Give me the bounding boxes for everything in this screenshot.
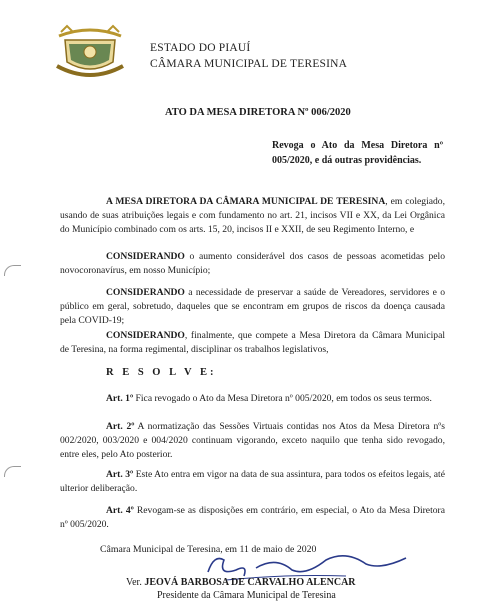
article-number: Art. 3º — [106, 469, 134, 480]
intro-text: , em colegiado, usando de suas atribuições legais e com fundamento no art. 21, incisos VII e XX, da Lei Orgânica do Município combinado com os arts. 15, 20, incisos II e XXII, de seu Regimento Interno, e — [60, 196, 445, 235]
article-1 — [60, 392, 445, 406]
article-number: Art. 1º — [106, 393, 134, 404]
article-number: Art. 2º — [106, 421, 135, 432]
considerando-text: , finalmente, que compete a Mesa Diretora da Câmara Municipal de Teresina, na forma regimental, disciplinar os trabalhos legislativos, — [60, 330, 445, 355]
considerando-text: o aumento considerável dos casos de pessoas acometidas pelo novocoronavírus, em nosso Município; — [60, 251, 445, 276]
article-number: Art. 4º — [106, 505, 134, 516]
coat-of-arms-logo — [55, 22, 125, 80]
signatory-name: JEOVÁ BARBOSA DE CARVALHO ALENCAR — [144, 577, 356, 588]
header-state: ESTADO DO PIAUÍ — [150, 42, 251, 54]
article-text: Este Ato entra em vigor na data de sua assintura, para todos os efeitos legais, até ulterior deliberação. — [60, 469, 445, 494]
intro-paragraph — [60, 195, 445, 237]
considerando-2 — [60, 286, 445, 328]
signatory-line — [126, 577, 356, 588]
article-text: A normatização das Sessões Virtuais contidas nos Atos da Mesa Diretora nºs 002/2020, 003/2020 e 004/2020 continuam vigorando, exceto naquilo que tenha sido revogado, entre eles, pelo Ato posterior. — [60, 421, 445, 460]
intro-bold: A MESA DIRETORA DA CÂMARA MUNICIPAL DE TERESINA — [106, 196, 386, 207]
article-2 — [60, 420, 445, 462]
summary-ementa: Revoga o Ato da Mesa Diretora nº 005/2020, e dá outras providências. — [272, 140, 443, 166]
signatory-prefix: Ver. — [126, 577, 145, 588]
date-line: Câmara Municipal de Teresina, em 11 de maio de 2020 — [100, 544, 317, 555]
considerando-text: a necessidade de preservar a saúde de Vereadores, servidores e o público em geral, sobretudo, daqueles que se encontram em grupos de riscos da doença causada pela COVID-19; — [60, 287, 445, 326]
article-4 — [60, 504, 445, 532]
scan-mark-bottom — [4, 466, 21, 477]
article-text: Fica revogado o Ato da Mesa Diretora nº 005/2020, em todos os seus termos. — [133, 393, 432, 404]
document-title: ATO DA MESA DIRETORA Nº 006/2020 — [165, 107, 351, 118]
article-text: Revogam-se as disposições em contrário, em especial, o Ato da Mesa Diretora nº 005/2020. — [60, 505, 445, 530]
considerando-label: CONSIDERANDO — [106, 251, 185, 262]
signatory-role: Presidente da Câmara Municipal de Teresina — [157, 590, 336, 601]
resolve-heading: R E S O L V E: — [106, 367, 217, 378]
article-3 — [60, 468, 445, 496]
considerando-label: CONSIDERANDO — [106, 330, 185, 341]
considerando-3 — [60, 329, 445, 357]
header-chamber: CÂMARA MUNICIPAL DE TERESINA — [150, 58, 348, 70]
considerando-1 — [60, 250, 445, 278]
scan-mark-top — [4, 265, 21, 276]
considerando-label: CONSIDERANDO — [106, 287, 185, 298]
